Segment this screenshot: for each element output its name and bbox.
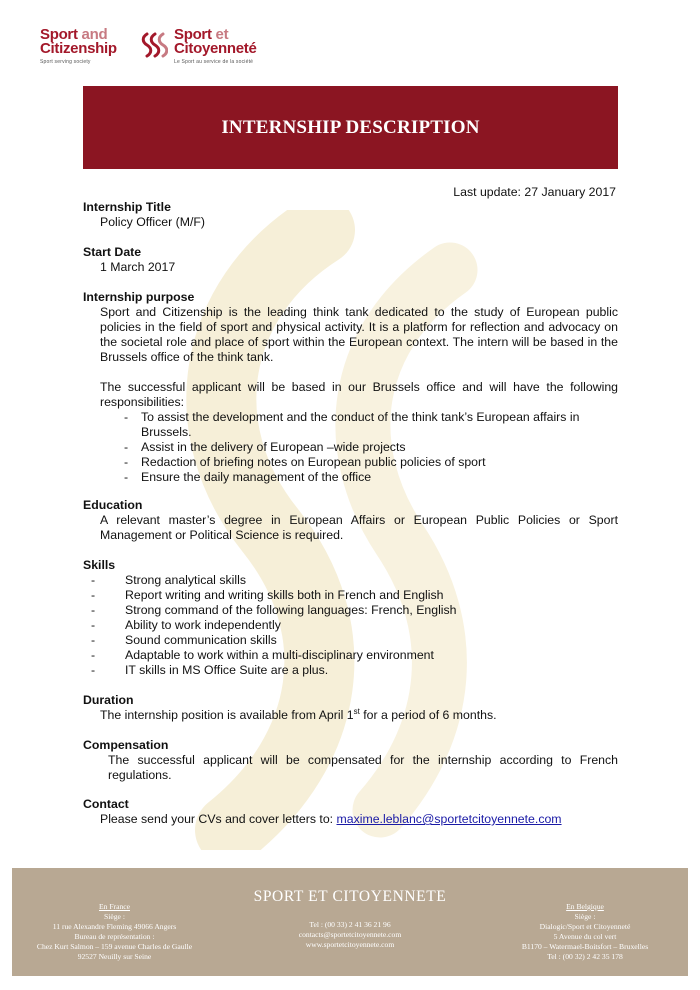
footer-line: B1170 – Watermael-Boitsfort – Bruxelles (521, 942, 649, 951)
start-date-heading: Start Date (83, 245, 142, 259)
list-item: - To assist the development and the conduct of the think tank’s European affairs in Brussels. (83, 410, 618, 440)
footer-website[interactable]: www.sportetcitoyennete.com (305, 940, 395, 949)
purpose-section (83, 290, 618, 485)
logo-french (174, 28, 294, 65)
list-item: - Assist in the delivery of European –wide projects (83, 440, 618, 455)
contact-heading: Contact (83, 797, 129, 811)
footer-email[interactable]: contacts@sportetcitoyennete.com (298, 930, 402, 939)
responsibilities-list (83, 410, 618, 485)
logo-english (40, 28, 136, 65)
duration-text: The internship position is available from April 1st for a period of 6 months. (100, 706, 497, 722)
page-title: INTERNSHIP DESCRIPTION (221, 116, 480, 138)
list-item: - Ensure the daily management of the office (83, 470, 618, 485)
logo-en-word1: Sport (40, 26, 78, 43)
ordinal-suffix: st (353, 706, 360, 716)
start-date-section (83, 245, 618, 275)
purpose-paragraph-1: Sport and Citizenship is the leading think tank dedicated to the study of European public policies in the field of sport and physical activity. It is a platform for reflection and advocacy on the societal role and place of sport within the European context. The intern will be based in the Brussels office of the think tank. (100, 305, 618, 364)
footer-belgium (482, 902, 688, 962)
internship-title-value: Policy Officer (M/F) (100, 215, 205, 229)
footer-line: 5 Avenue du col vert (553, 932, 617, 941)
skills-heading: Skills (83, 558, 116, 572)
swirl-logo-icon (140, 31, 168, 59)
title-banner (83, 86, 618, 169)
logo-en-tagline: Sport serving society (40, 59, 91, 65)
compensation-heading: Compensation (83, 738, 169, 752)
footer-france (12, 902, 217, 962)
footer-line: 11 rue Alexandre Fleming 49066 Angers (52, 922, 177, 931)
footer-line: Chez Kurt Salmon – 159 avenue Charles de Gaulle (36, 942, 193, 951)
footer-line: Tel : (00 32) 2 42 35 178 (547, 952, 623, 961)
contact-section (83, 797, 618, 827)
compensation-section (83, 738, 618, 783)
logo (40, 28, 280, 73)
last-update: Last update: 27 January 2017 (453, 185, 616, 199)
logo-en-word2: and (81, 26, 108, 43)
list-item: - Redaction of briefing notes on European public policies of sport (83, 455, 618, 470)
footer-line: Dialogic/Sport et Citoyenneté (539, 922, 631, 931)
contact-email-link[interactable]: maxime.leblanc@sportetcitoyennete.com (336, 812, 562, 826)
footer-line: Bureau de représentation : (74, 932, 155, 941)
duration-section (83, 693, 618, 723)
education-text: A relevant master’s degree in European Affairs or European Public Policies or Sport Management or Political Science is required. (100, 513, 618, 542)
footer-france-title: En France (99, 902, 130, 911)
footer-brand: SPORT ET CITOYENNETE (253, 888, 447, 905)
list-item: - Report writing and writing skills both in French and English (83, 588, 618, 603)
footer-belgium-title: En Belgique (566, 902, 604, 911)
list-item: - Strong analytical skills (83, 573, 618, 588)
skills-section (83, 558, 618, 678)
start-date-value: 1 March 2017 (100, 260, 176, 274)
education-heading: Education (83, 498, 143, 512)
footer-center (212, 888, 488, 950)
footer-line: Siège : (104, 912, 125, 921)
list-item: - Strong command of the following languages: French, English (83, 603, 618, 618)
logo-fr-word1: Sport (174, 26, 212, 43)
education-section (83, 498, 618, 543)
footer-line: 92527 Neuilly sur Seine (77, 952, 152, 961)
footer-line: Siège : (574, 912, 596, 921)
contact-text: Please send your CVs and cover letters to: maxime.leblanc@sportetcitoyennete.com (100, 812, 562, 826)
skills-list (83, 573, 618, 678)
list-item: - IT skills in MS Office Suite are a plus. (83, 663, 618, 678)
purpose-paragraph-2: The successful applicant will be based in our Brussels office and will have the following responsibilities: (100, 380, 618, 409)
internship-title-heading: Internship Title (83, 200, 171, 214)
footer (12, 868, 688, 976)
list-item: - Adaptable to work within a multi-disciplinary environment (83, 648, 618, 663)
compensation-text: The successful applicant will be compensated for the internship according to French regulations. (108, 753, 618, 782)
logo-fr-tagline: Le Sport au service de la société (174, 59, 254, 65)
logo-en-word3: Citizenship (40, 40, 117, 57)
internship-title-section (83, 200, 618, 230)
list-item: - Ability to work independently (83, 618, 618, 633)
list-item: - Sound communication skills (83, 633, 618, 648)
logo-fr-word2: et (215, 26, 229, 43)
duration-heading: Duration (83, 693, 134, 707)
footer-phone: Tel : (00 33) 2 41 36 21 96 (309, 920, 391, 929)
purpose-heading: Internship purpose (83, 290, 195, 304)
logo-fr-word3: Citoyenneté (174, 40, 257, 57)
